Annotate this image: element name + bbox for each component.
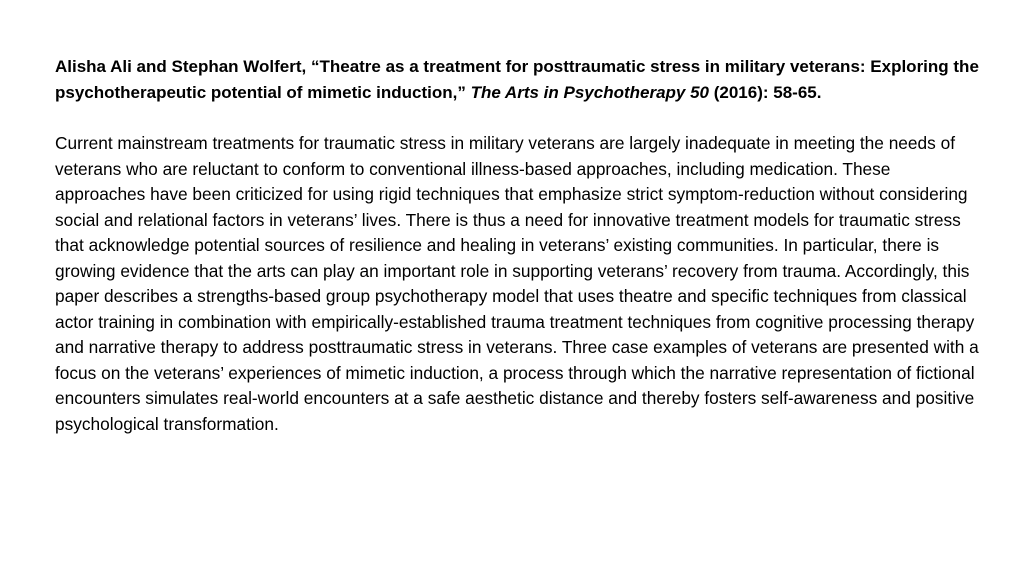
slide-content (55, 54, 980, 437)
citation-authors-title: Alisha Ali and Stephan Wolfert, “Theatre as a treatment for posttraumatic stress in military veterans: Exploring the psychotherapeutic potential of mimetic induction,” (55, 57, 979, 102)
citation-year-pages: (2016): 58-65. (709, 82, 822, 102)
citation-journal: The Arts in Psychotherapy 50 (470, 82, 709, 102)
citation (55, 54, 980, 105)
abstract-paragraph: Current mainstream treatments for traumatic stress in military veterans are largely inadequate in meeting the needs of veterans who are reluctant to conform to conventional illness-based approaches, including medication. These approaches have been criticized for using rigid techniques that emphasize strict symptom-reduction without considering social and relational factors in veterans’ lives. There is thus a need for innovative treatment models for traumatic stress that acknowledge potential sources of resilience and healing in veterans’ existing communities. In particular, there is growing evidence that the arts can play an important role in supporting veterans’ recovery from trauma. Accordingly, this paper describes a strengths-based group psychotherapy model that uses theatre and specific techniques from classical actor training in combination with empirically-established trauma treatment techniques from cognitive processing therapy and narrative therapy to address posttraumatic stress in veterans. Three case examples of veterans are presented with a focus on the veterans’ experiences of mimetic induction, a process through which the narrative representation of fictional encounters simulates real-world encounters at a safe aesthetic distance and thereby fosters self-awareness and positive psychological transformation. (55, 133, 979, 434)
